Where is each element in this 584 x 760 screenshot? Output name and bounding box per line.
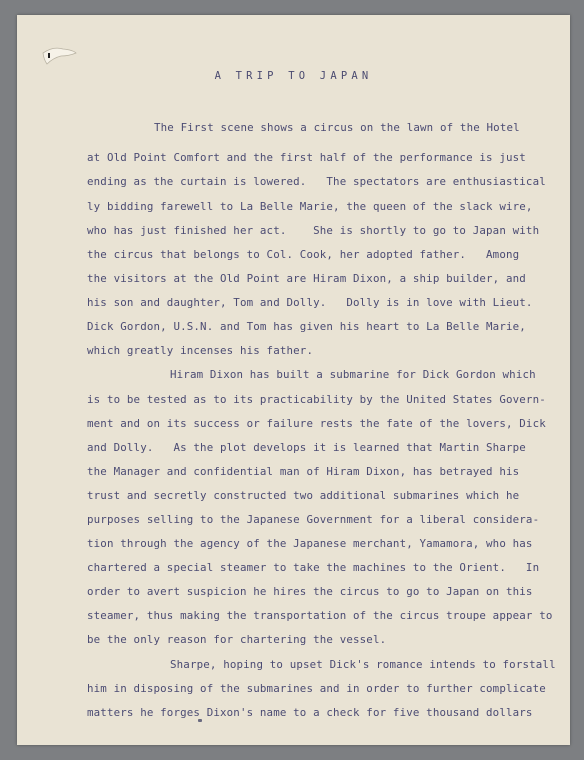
text-line: which greatly incenses his father. — [87, 344, 314, 357]
text-line: purposes selling to the Japanese Government for a liberal considera- — [87, 513, 540, 526]
text-line: the Manager and confidential man of Hiram Dixon, has betrayed his — [87, 465, 520, 478]
text-line: is to be tested as to its practicability by the United States Govern- — [87, 393, 546, 406]
text-line: Dick Gordon, U.S.N. and Tom has given his heart to La Belle Marie, — [87, 320, 526, 333]
text-line: him in disposing of the submarines and in order to further complicate — [87, 682, 546, 695]
document-title: A TRIP TO JAPAN — [214, 70, 373, 82]
text-line: at Old Point Comfort and the first half of the performance is just — [87, 151, 526, 164]
text-line: his son and daughter, Tom and Dolly. Dolly is in love with Lieut. — [87, 296, 533, 309]
text-line: the circus that belongs to Col. Cook, her adopted father. Among — [87, 248, 520, 261]
text-line: who has just finished her act. She is shortly to go to Japan with — [87, 224, 540, 237]
text-line: matters he forges Dixon's name to a check for five thousand dollars — [87, 706, 533, 719]
text-line: order to avert suspicion he hires the circus to go to Japan on this — [87, 585, 533, 598]
text-line: tion through the agency of the Japanese merchant, Yamamora, who has — [87, 537, 533, 550]
text-line: the visitors at the Old Point are Hiram Dixon, a ship builder, and — [87, 272, 526, 285]
ink-speck — [198, 719, 202, 722]
paper-tear-mark — [41, 44, 77, 66]
typewritten-page — [17, 15, 570, 745]
text-line: be the only reason for chartering the vessel. — [87, 633, 387, 646]
text-line: steamer, thus making the transportation of the circus troupe appear to — [87, 609, 553, 622]
text-line: The First scene shows a circus on the lawn of the Hotel — [154, 121, 520, 134]
text-line: ment and on its success or failure rests the fate of the lovers, Dick — [87, 417, 546, 430]
text-line: Sharpe, hoping to upset Dick's romance intends to forstall — [170, 658, 556, 671]
text-line: and Dolly. As the plot develops it is learned that Martin Sharpe — [87, 441, 526, 454]
text-line: Hiram Dixon has built a submarine for Dick Gordon which — [170, 368, 536, 381]
text-line: trust and secretly constructed two additional submarines which he — [87, 489, 520, 502]
text-line: ending as the curtain is lowered. The spectators are enthusiastical — [87, 175, 546, 188]
text-line: chartered a special steamer to take the machines to the Orient. In — [87, 561, 540, 574]
text-line: ly bidding farewell to La Belle Marie, the queen of the slack wire, — [87, 200, 533, 213]
